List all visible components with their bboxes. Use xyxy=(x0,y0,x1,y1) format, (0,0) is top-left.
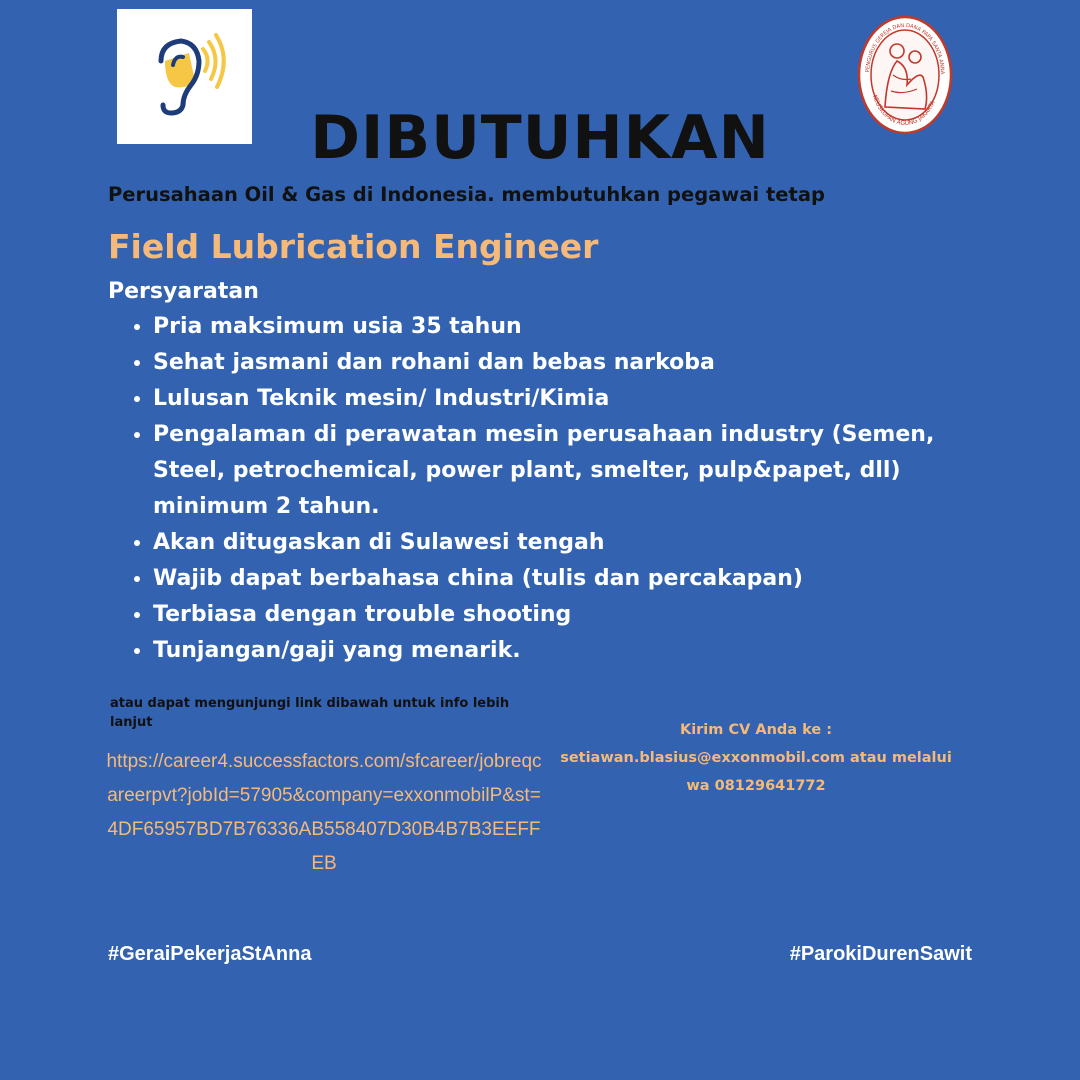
link-intro-text: atau dapat mengunjungi link dibawah untuk info lebih lanjut xyxy=(110,696,510,730)
list-item: • Tunjangan/gaji yang menarik. xyxy=(153,633,953,669)
requirements-heading: Persyaratan xyxy=(108,279,259,304)
cv-contact-block xyxy=(550,716,962,800)
seal-ring-bottom: KEUSKUPAN AGUNG JAKARTA xyxy=(870,94,937,128)
cv-contact-heading: Kirim CV Anda ke : xyxy=(679,722,833,738)
list-item: • Pengalaman di perawatan mesin perusahaan industry (Semen, Steel, petrochemical, power plant, smelter, pulp&papet, dll) minimum 2 tahun. xyxy=(153,417,953,525)
list-item: • Lulusan Teknik mesin/ Industri/Kimia xyxy=(153,381,953,417)
requirements-list xyxy=(116,309,953,669)
list-item: • Akan ditugaskan di Sulawesi tengah xyxy=(153,525,953,561)
list-item: • Sehat jasmani dan rohani dan bebas narkoba xyxy=(153,345,953,381)
subheadline: Perusahaan Oil & Gas di Indonesia. membutuhkan pegawai tetap xyxy=(108,183,825,206)
list-item: • Pria maksimum usia 35 tahun xyxy=(153,309,953,345)
cv-contact-details[interactable]: setiawan.blasius@exxonmobil.com atau melalui wa 08129641772 xyxy=(560,750,952,794)
seal-ring-top: PENGURUS GEREJA DAN DANA PAPA SANTA ANNA xyxy=(865,22,946,75)
career-link[interactable]: https://career4.successfactors.com/sfcareer/jobreqcareerpvt?jobId=57905&company=exxonmobilP&st=4DF65957BD7B76336AB558407D30B4B7B3EEFFEB xyxy=(106,751,542,874)
list-item: • Wajib dapat berbahasa china (tulis dan percakapan) xyxy=(153,561,953,597)
hashtag-left[interactable]: #GeraiPekerjaStAnna xyxy=(108,943,312,965)
job-title: Field Lubrication Engineer xyxy=(108,227,599,266)
hashtag-right[interactable]: #ParokiDurenSawit xyxy=(789,943,972,965)
list-item: • Terbiasa dengan trouble shooting xyxy=(153,597,953,633)
headline: DIBUTUHKAN xyxy=(310,103,770,173)
